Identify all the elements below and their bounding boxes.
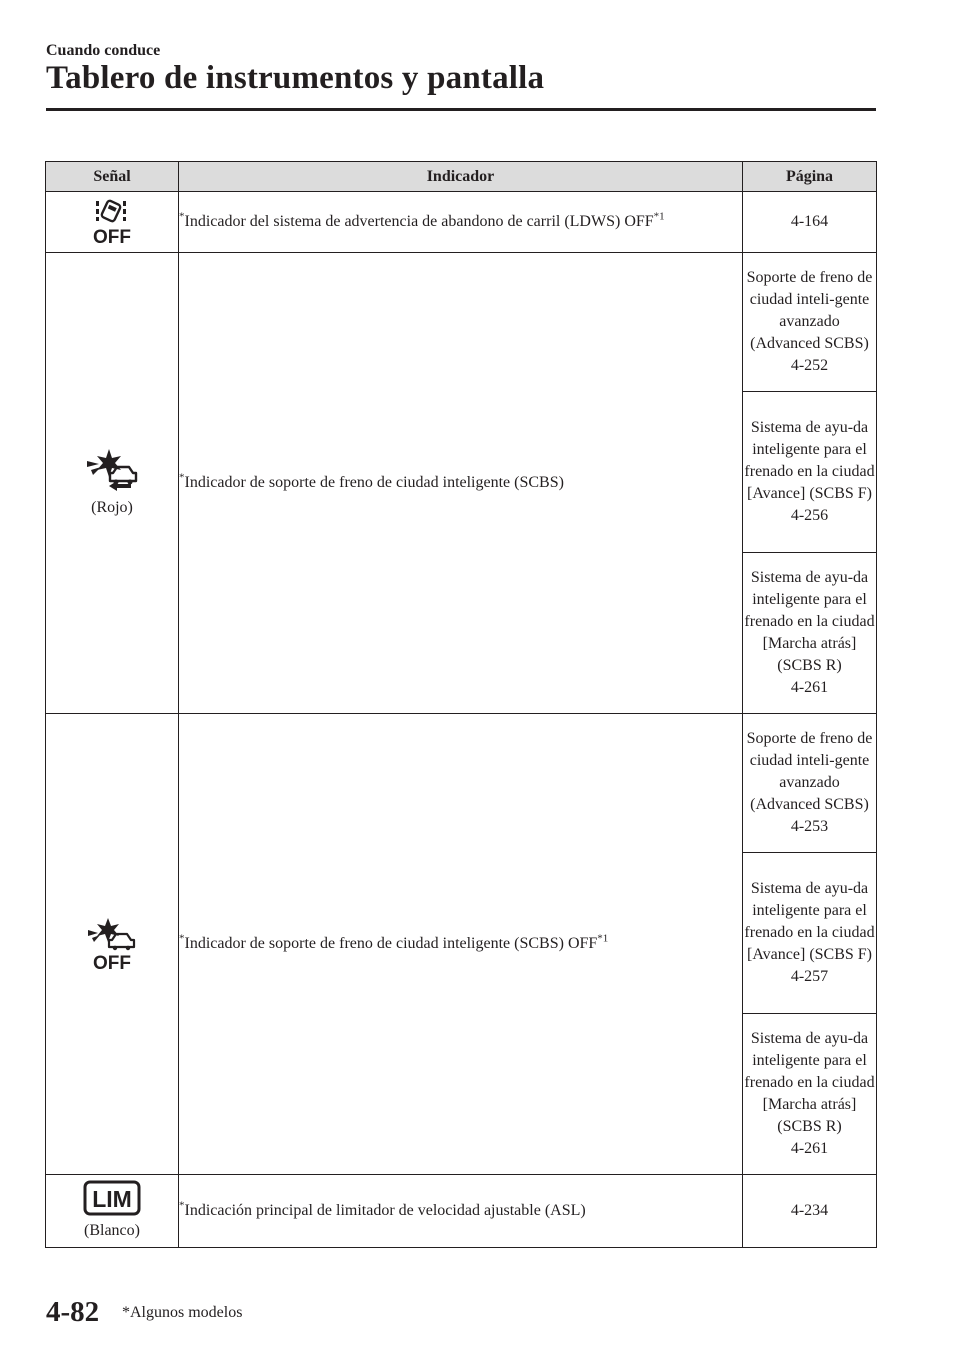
title-rule: [46, 108, 876, 111]
signal-cell: [46, 714, 179, 1175]
indicator-table: [45, 161, 877, 1248]
asterisk-mark: *: [179, 1199, 185, 1212]
page-cell: [743, 1175, 877, 1248]
lane-departure-off-icon: [46, 198, 178, 246]
asterisk-mark: *: [179, 210, 185, 223]
indicator-cell: [179, 192, 743, 253]
page-ref[interactable]: 4-261: [790, 679, 829, 696]
page-cell: [743, 714, 877, 853]
header-signal: Señal: [46, 162, 179, 192]
page-ref-description: Sistema de ayu-da inteligente para el frenado en la ciudad [Marcha atrás] (SCBS R): [744, 1030, 875, 1135]
header-page: Página: [743, 162, 877, 192]
color-label: (Blanco): [84, 1222, 140, 1239]
page-ref-description: Sistema de ayu-da inteligente para el frenado en la ciudad [Avance] (SCBS F): [744, 880, 875, 963]
lim-icon: [46, 1180, 178, 1216]
footnote: *Algunos modelos: [122, 1304, 243, 1321]
page-ref[interactable]: 4-261: [790, 1140, 829, 1157]
table-row: [46, 1175, 877, 1248]
header-indicator: Indicador: [179, 162, 743, 192]
asterisk-mark: *: [179, 471, 185, 484]
indicator-text: Indicador de soporte de freno de ciudad inteligente (SCBS) OFF: [184, 935, 598, 952]
indicator-cell: [179, 253, 743, 714]
page-ref[interactable]: 4-256: [790, 507, 829, 524]
page-ref[interactable]: 4-257: [790, 968, 829, 985]
page-cell: [743, 553, 877, 714]
asterisk-mark: *: [179, 932, 185, 945]
indicator-text: Indicador de soporte de freno de ciudad inteligente (SCBS): [184, 474, 564, 491]
footnote-mark: *1: [597, 932, 609, 945]
page-ref[interactable]: 4-253: [790, 818, 829, 835]
page-ref-description: Soporte de freno de ciudad inteli-gente avanzado (Advanced SCBS): [746, 730, 873, 813]
page-ref-description: Sistema de ayu-da inteligente para el frenado en la ciudad [Avance] (SCBS F): [744, 419, 875, 502]
svg-text:OFF: OFF: [93, 953, 131, 972]
page-ref[interactable]: 4-252: [790, 357, 829, 374]
footnote-mark: *1: [653, 210, 665, 223]
indicator-cell: [179, 1175, 743, 1248]
page-title: Tablero de instrumentos y pantalla: [46, 60, 545, 96]
svg-text:OFF: OFF: [93, 227, 131, 246]
scbs-red-icon: [46, 447, 178, 493]
page-ref-description: Soporte de freno de ciudad inteli-gente avanzado (Advanced SCBS): [746, 269, 873, 352]
section-heading: Cuando conduce: [46, 42, 161, 59]
indicator-text: Indicador del sistema de advertencia de abandono de carril (LDWS) OFF: [184, 213, 654, 230]
page-ref-description: Sistema de ayu-da inteligente para el frenado en la ciudad [Marcha atrás] (SCBS R): [744, 569, 875, 674]
signal-cell: [46, 253, 179, 714]
page-cell: [743, 392, 877, 553]
color-label: (Rojo): [91, 499, 133, 516]
page-cell: [743, 253, 877, 392]
page-ref[interactable]: 4-164: [790, 213, 829, 230]
page-number: 4-82: [46, 1296, 100, 1328]
table-row: [46, 253, 877, 392]
signal-cell: [46, 192, 179, 253]
page-cell: [743, 192, 877, 253]
page-ref[interactable]: 4-234: [790, 1202, 829, 1219]
lim-icon-text: LIM: [92, 1186, 132, 1212]
table-row: [46, 714, 877, 853]
page-cell: [743, 1014, 877, 1175]
page-cell: [743, 853, 877, 1014]
indicator-text: Indicación principal de limitador de velocidad ajustable (ASL): [184, 1202, 586, 1219]
signal-cell: [46, 1175, 179, 1248]
table-row: [46, 192, 877, 253]
table-header-row: [46, 162, 877, 192]
scbs-off-icon: [46, 916, 178, 972]
indicator-cell: [179, 714, 743, 1175]
